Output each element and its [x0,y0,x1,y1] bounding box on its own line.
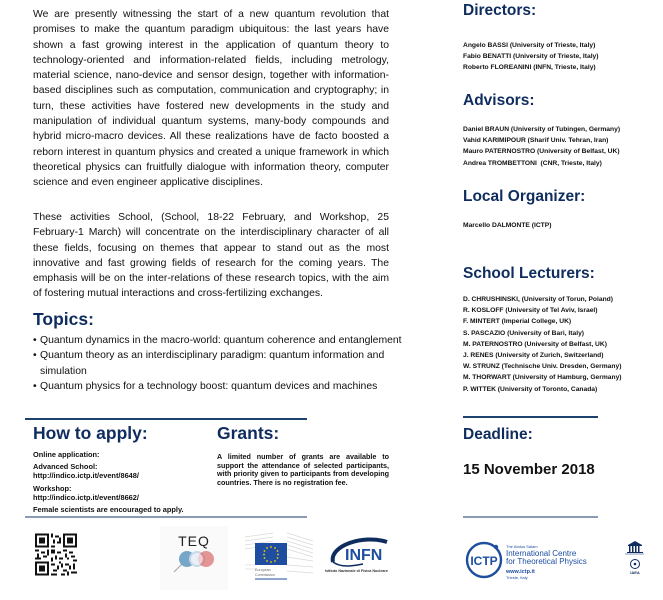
bullet-icon: • [33,350,37,362]
bullet-icon: • [33,335,37,346]
advisor-item: Andrea TROMBETTONI (CNR, Trieste, Italy) [463,159,602,167]
ictp-logo [464,540,614,584]
deadline-heading: Deadline: [463,426,533,443]
lecturer-item: M. PATERNOSTRO (University of Belfast, UK) [463,340,607,348]
teq-logo [160,526,228,590]
organizer-heading: Local Organizer: [463,188,586,205]
school-label: Advanced School: [33,462,98,472]
organizer-item: Marcello DALMONTE (ICTP) [463,222,552,229]
advisors-list [463,124,620,169]
divider [463,416,598,418]
lecturer-item: P. WITTEK (University of Toronto, Canada) [463,385,598,393]
grants-text: A limited number of grants are available to support the attendance of selected participants, with priority given to participants from developing countries. There is no registration fee. [217,452,389,487]
bullet-icon: • [33,380,37,392]
female-scientists-note: Female scientists are encouraged to apply. [33,505,184,515]
lecturer-item: J. RENES (University of Zurich, Switzerland) [463,352,604,360]
divider [25,516,307,518]
lecturer-item: S. PASCAZIO (University of Bari, Italy) [463,329,585,337]
lecturers-list [463,294,622,395]
topic-text: Quantum physics for a technology boost: quantum devices and machines [40,380,378,392]
advisor-item: Vahid KARIMIPOUR (Sharif Univ. Tehran, Iran) [463,137,609,145]
director-item: Fabio BENATTI (University of Trieste, Italy) [463,53,599,61]
apply-section [33,450,203,514]
topic-item [33,333,403,348]
qr-code-icon[interactable] [35,533,77,576]
workshop-label: Workshop: [33,483,72,493]
divider [463,516,598,518]
ictp-name-1: International Centre [506,549,577,558]
director-item: Angelo BASSI (University of Trieste, Italy) [463,42,596,49]
director-item: Roberto FLOREANINI (INFN, Trieste, Italy) [463,64,596,72]
divider [25,418,307,420]
infn-subtitle: Istituto Nazionale di Fisica Nucleare [325,569,388,573]
topics-heading: Topics: [33,309,94,329]
deadline-date: 15 November 2018 [463,461,595,478]
lecturer-item: F. MINTERT (Imperial College, UK) [463,318,572,326]
topic-item [33,379,403,394]
iaea-text: IAEA [630,570,640,575]
directors-list [463,40,599,74]
infn-text: INFN [345,547,383,564]
topics-list [33,333,403,394]
topic-text: Quantum dynamics in the macro-world: quantum coherence and entanglement [40,335,402,346]
lecturer-item: D. CHRUSHINSKI, (University of Torun, Poland) [463,296,613,303]
advisor-item: Daniel BRAUN (University of Tubingen, Germany) [463,126,621,133]
grants-heading: Grants: [217,423,280,443]
topic-item [33,348,403,379]
unesco-iaea-logo [622,539,648,579]
online-application-label: Online application: [33,450,100,459]
ictp-url[interactable]: www.ictp.it [506,569,535,575]
workshop-link[interactable]: http://indico.ictp.it/event/8662/ [33,492,139,502]
ictp-city: Trieste, Italy [506,575,528,580]
ictp-text: ICTP [470,554,498,568]
ictp-name-2: for Theoretical Physics [506,557,587,566]
lecturer-item: W. STRUNZ (Technische Univ. Dresden, Germany) [463,363,622,371]
ictp-pre: The Abdus Salam [506,544,538,549]
advisor-item: Mauro PATERNOSTRO (University of Belfast, UK) [463,148,620,156]
lecturers-heading: School Lecturers: [463,265,595,282]
topic-text: Quantum theory as an interdisciplinary paradigm: quantum information and simulation [40,350,385,377]
organizer-list [463,220,551,231]
ec-text-2: Commission [255,573,275,577]
apply-heading: How to apply: [33,423,148,443]
school-link[interactable]: http://indico.ictp.it/event/8648/ [33,471,139,481]
intro-paragraph: We are presently witnessing the start of a new quantum revolution that promises to make the quantum paradigm ubiquitous: the last years have shown a fast growing interest in the application of quantum theory to technology-oriented and information-related fields, including metrology, material science, nano-device and sensor design, together with information-based disciplines such as computation, communication and cryptography; in turn, these activities have fostered new developments in the study and manipulation of individual quantum systems, many-body compounds and hybrid micro-macro devices. All these realizations have de facto boosted a reborn interest in quantum physics and created a unique framework in which theoretical physics can fruitfully dialogue with information theory, computer science and even engineer applicative disciplines. [33,9,389,189]
teq-logo-text: TEQ [178,533,210,549]
infn-logo [323,530,389,580]
advisors-heading: Advisors: [463,92,535,109]
activities-paragraph: These activities School, (School, 18-22 February, and Workshop, 25 February-1 March) will concentrate on the interdisciplinary character of all these fields, focusing on themes that appear to stand out as the most innovative and fast growing fields of research for the coming years. The emphasis will be on the inter-relations of these research topics, with the aim of fostering mutual interactions and cross-fertilizing exchanges. [33,212,389,300]
lecturer-item: M. THORWART (University of Hamburg, Germany) [463,374,622,382]
directors-heading: Directors: [463,2,537,19]
european-commission-logo [243,527,315,585]
ec-text-1: European [255,568,271,572]
lecturer-item: R. KOSLOFF (University of Tel Aviv, Israel) [463,307,598,315]
